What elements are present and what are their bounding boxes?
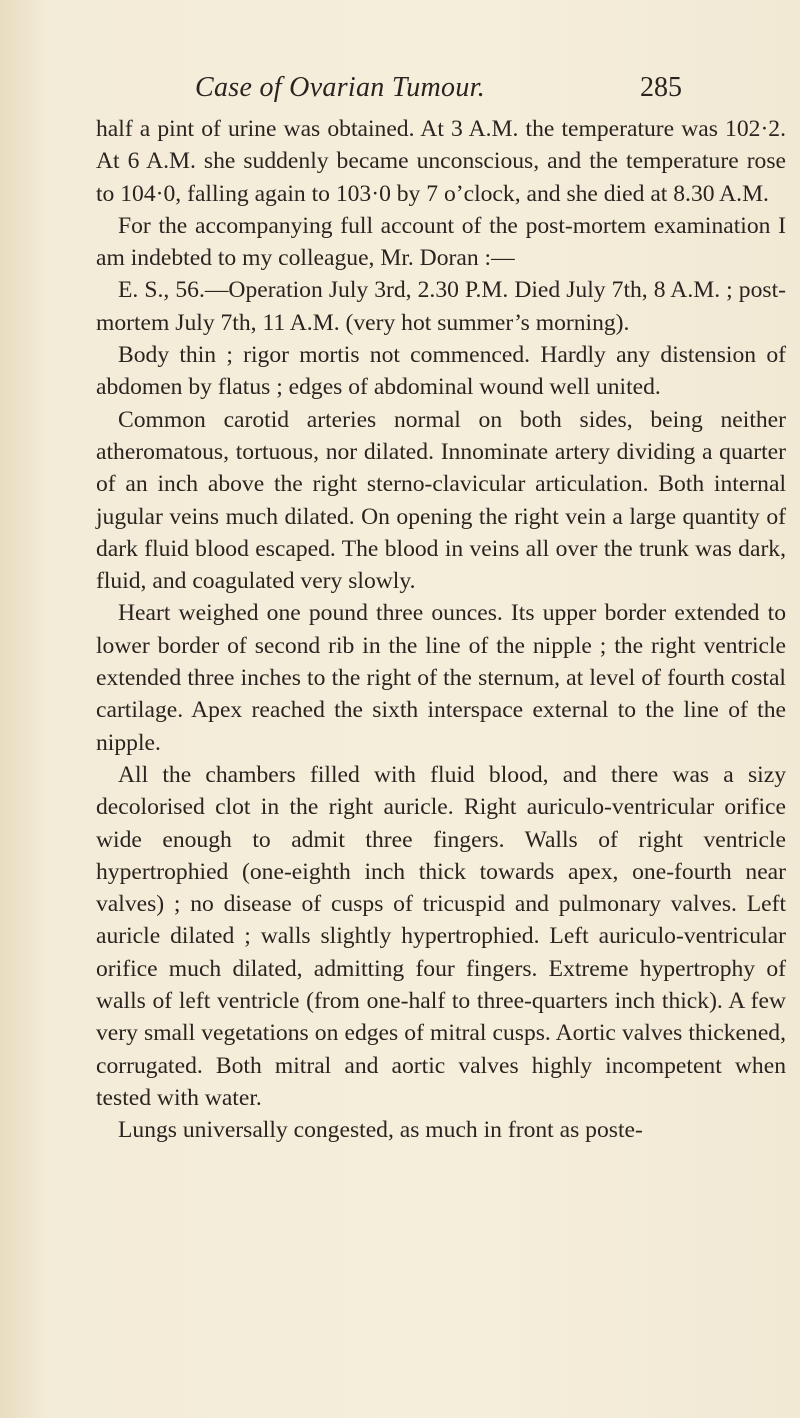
paragraph-2: For the accompanying full account of the post-mortem examination I am indebted to my colleague, Mr. Doran :— bbox=[96, 212, 786, 272]
paragraph-6: Heart weighed one pound three ounces. Its upper border extended to lower border of second rib in the line of the nipple ; the right ventricle extended three inches to the right of the sternum, at level of fourth costal cartilage. Apex reached the sixth interspace external to the line of the nipple. bbox=[96, 600, 786, 756]
running-title: Case of Ovarian Tumour. bbox=[195, 72, 486, 103]
body-text bbox=[96, 113, 786, 1147]
paragraph-3: E. S., 56.—Operation July 3rd, 2.30 P.M. Died July 7th, 8 A.M. ; post-mortem July 7th, 11 A.M. (very hot summer’s morning). bbox=[96, 277, 786, 336]
running-head bbox=[0, 72, 800, 112]
paragraph-1: half a pint of urine was obtained. At 3 A.M. the temperature was 102·2. At 6 A.M. she suddenly became unconscious, and the temperature rose to 104·0, falling again to 103·0 by 7 o’clock, and she died at 8.30 A.M. bbox=[96, 116, 786, 207]
paragraph-5: Common carotid arteries normal on both sides, being neither atheromatous, tortuous, nor dilated. Innominate artery dividing a quarter of an inch above the right sterno-clavicular articulation. Both internal jugular veins much dilated. On opening the right vein a large quantity of dark fluid blood escaped. The blood in veins all over the trunk was dark, fluid, and coagulated very slowly. bbox=[96, 406, 786, 595]
paragraph-8: Lungs universally congested, as much in front as poste- bbox=[118, 1117, 643, 1144]
paragraph-7: All the chambers filled with fluid blood, and there was a sizy decolorised clot in the right auricle. Right auriculo-ventricular orifice wide enough to admit three fingers. Walls of right ventricle hypertrophied (one-eighth inch thick towards apex, one-fourth near valves) ; no disease of cusps of tricuspid and pulmonary valves. Left auricle dilated ; walls slightly hypertrophied. Left auriculo-ventricular orifice much dilated, admitting four fingers. Extreme hypertrophy of walls of left ventricle (from one-half to three-quarters inch thick). A few very small vegetations on edges of mitral cusps. Aortic valves thickened, corrugated. Both mitral and aortic valves highly incompetent when tested with water. bbox=[96, 761, 786, 1111]
page-number: 285 bbox=[640, 72, 682, 103]
paragraph-4: Body thin ; rigor mortis not commenced. Hardly any distension of abdomen by flatus ; edges of abdominal wound well united. bbox=[96, 342, 786, 401]
